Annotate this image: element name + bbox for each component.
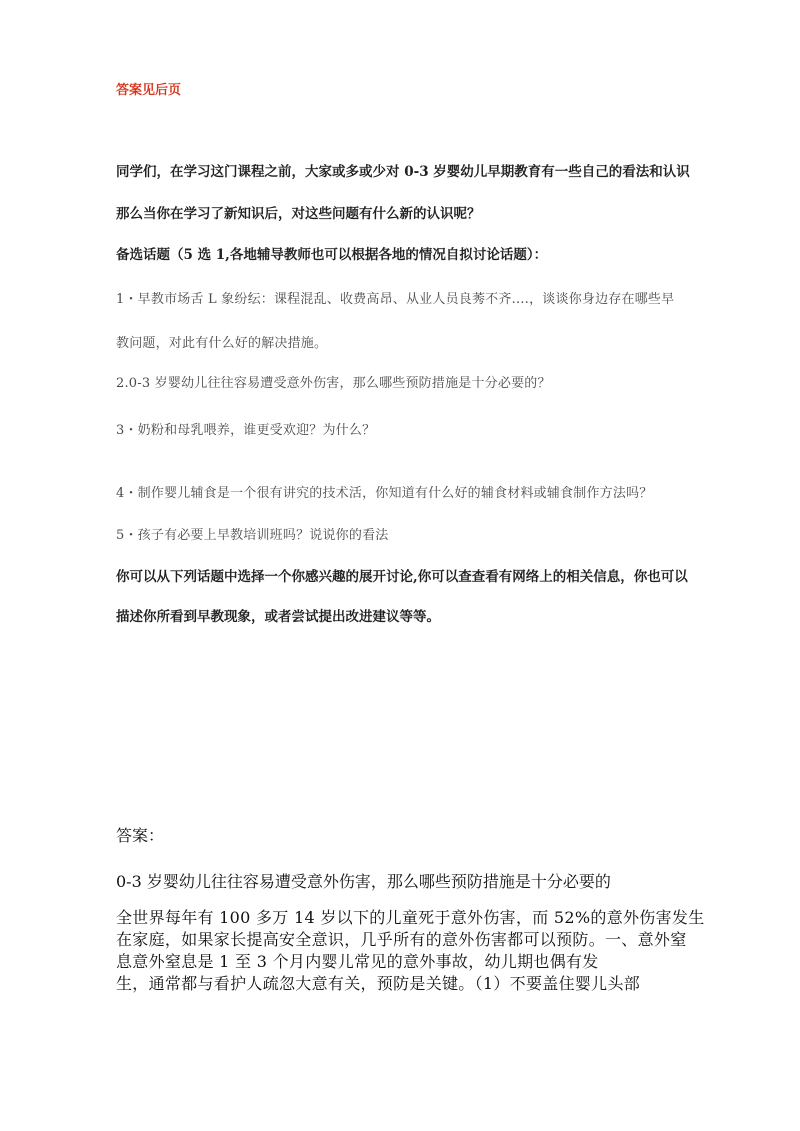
answer-body-line-4: 生，通常都与看护人疏忽大意有关，预防是关键。（1）不要盖住婴儿头部 xyxy=(116,974,641,993)
topic-2: 2.0-3 岁婴幼儿往往容易遭受意外伤害，那么哪些预防措施是十分必要的？ xyxy=(116,376,551,391)
intro-line-2: 那么当你在学习了新知识后，对这些问题有什么新的认识呢？ xyxy=(116,206,481,222)
topic-1-line-1: 1・早教市场舌 L 象纷纭：课程混乱、收费高昂、从业人员良莠不齐.…，谈谈你身边存在哪些早 xyxy=(116,292,675,307)
instructions-line-1: 你可以从下列话题中选择一个你感兴趣的展开讨论,你可以查查看有网络上的相关信息，你也可以 xyxy=(116,569,688,585)
answer-body-line-3: 息意外窒息是 1 至 3 个月内婴儿常见的意外事故，幼儿期也偶有发 xyxy=(116,952,599,971)
topic-5: 5・孩子有必要上早教培训班吗？说说你的看法 xyxy=(116,528,389,543)
answer-body-line-1: 全世界每年有 100 多万 14 岁以下的儿童死于意外伤害，而 52%的意外伤害发生 xyxy=(116,908,705,927)
intro-line-1: 同学们，在学习这门课程之前，大家或多或少对 0-3 岁婴幼儿早期教育有一些自己的看法和认识 xyxy=(116,164,690,180)
instructions-line-2: 描述你所看到早教现象，或者尝试提出改进建议等等。 xyxy=(116,609,440,625)
answer-note-header: 答案见后页 xyxy=(116,83,182,98)
topic-1-line-2: 教问题，对此有什么好的解决措施。 xyxy=(116,336,328,351)
answer-question: 0-3 岁婴幼儿往往容易遭受意外伤害，那么哪些预防措施是十分必要的 xyxy=(116,872,611,891)
answer-body-line-2: 在家庭，如果家长提高安全意识，几乎所有的意外伤害都可以预防。一、意外窒 xyxy=(116,930,687,949)
topic-3: 3・奶粉和母乳喂养，谁更受欢迎？为什么？ xyxy=(116,423,376,438)
topic-4: 4・制作婴儿辅食是一个很有讲究的技术活，你知道有什么好的辅食材料或辅食制作方法吗？ xyxy=(116,486,653,501)
topics-heading: 备选话题（5 选 1,各地辅导教师也可以根据各地的情况自拟讨论话题）： xyxy=(116,247,548,263)
answer-label: 答案： xyxy=(116,826,165,845)
